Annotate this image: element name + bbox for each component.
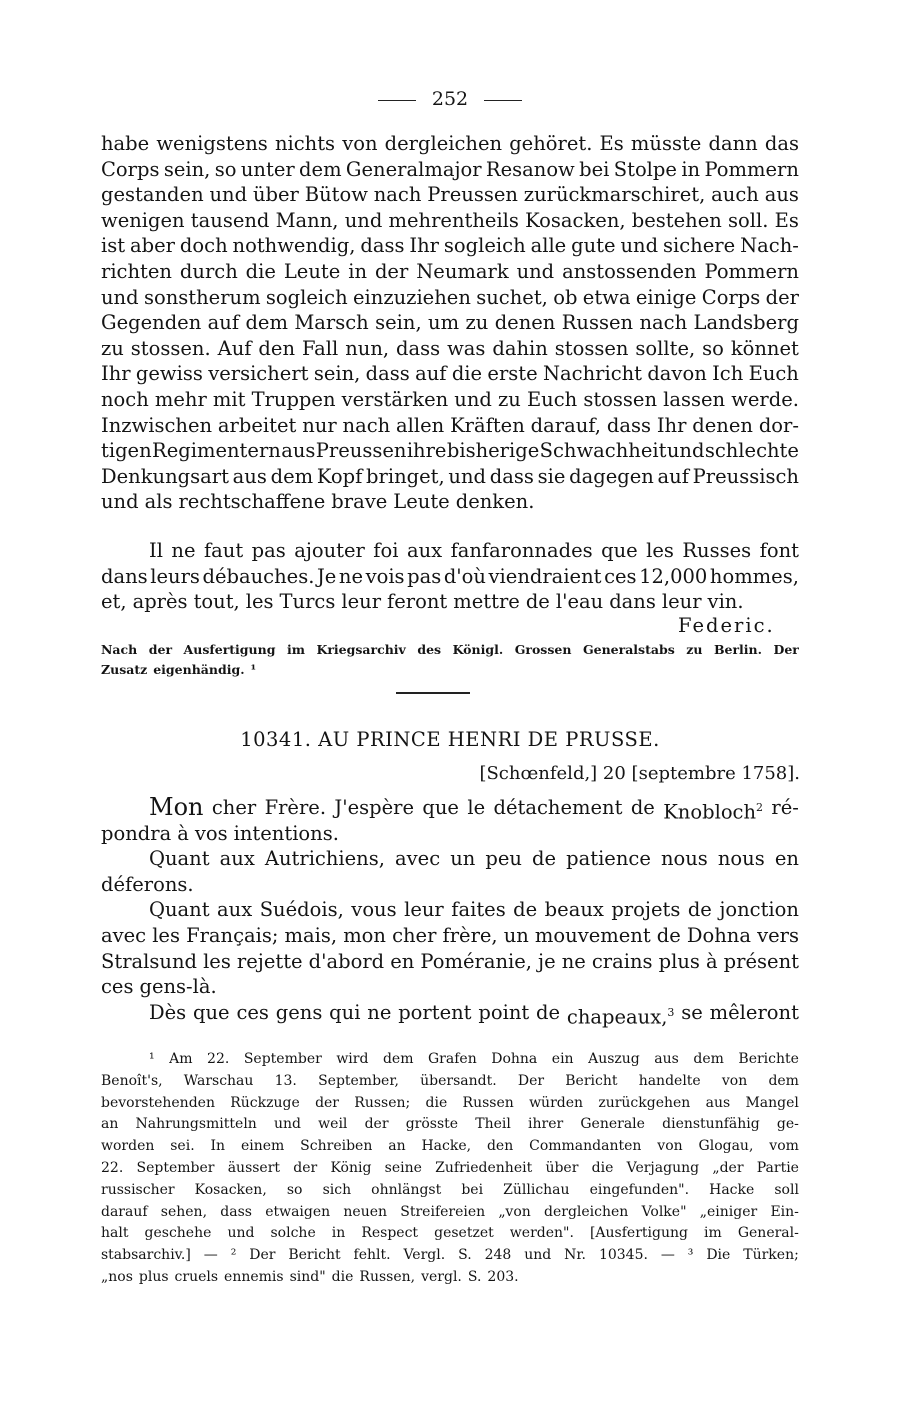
section-separator bbox=[396, 692, 470, 694]
letter-line: und als rechtschaffene brave Leute denken. bbox=[101, 490, 535, 514]
footnote-ref: 3 bbox=[667, 1005, 675, 1019]
footnote-line: russischer Kosacken, so sich ohnlängst bei Züllichau eingefunden". Hacke soll bbox=[101, 1181, 799, 1198]
source-note bbox=[101, 640, 799, 680]
footnote-line: stabsarchiv.] — ² Der Bericht fehlt. Vergl. S. 248 und Nr. 10345. — ³ Die Türken; bbox=[101, 1247, 799, 1264]
footnote-line: halt geschehe und solche in Respect gesetzet werden". [Ausfertigung im General- bbox=[101, 1225, 799, 1242]
footnote-line: bevorstehenden Rückzuge der Russen; die Russen würden zurückgehen aus Mangel bbox=[101, 1094, 799, 1111]
letter-heading: 10341. AU PRINCE HENRI DE PRUSSE. bbox=[240, 728, 660, 751]
letter2-line: Stralsund les rejette d'abord en Poméranie, je ne crains plus à présent bbox=[101, 949, 799, 973]
letter-line: Denkungsart aus dem Kopf bringet, und dass sie dagegen auf Preussisch bbox=[101, 464, 799, 488]
footnote-ref: 2 bbox=[756, 801, 764, 814]
letter2-line: Mon cher Frère. J'espère que le détachement de Knobloch$^2$ ré- bbox=[149, 793, 799, 824]
salutation-initial: Mon bbox=[149, 793, 204, 821]
footnote-line: an Nahrungsmitteln und weil der grösste Theil ihrer Generale dienstunfähig ge- bbox=[101, 1116, 799, 1133]
footnote-line: 22. September äussert der König seine Zufriedenheit über die Verjagung „der Partie bbox=[101, 1159, 799, 1176]
letter2-line: ces gens-là. bbox=[101, 975, 217, 999]
letter2-line: Quant aux Autrichiens, avec un peu de patience nous nous en bbox=[149, 847, 799, 871]
letter-line: Inzwischen arbeitet nur nach allen Kräften darauf, dass Ihr denen dor- bbox=[101, 413, 799, 437]
letter-line: gestanden und über Bütow nach Preussen zurückmarschiret, auch aus bbox=[101, 183, 799, 207]
letter-line: habe wenigstens nichts von dergleichen gehöret. Es müsste dann das bbox=[101, 132, 799, 155]
letter-line: zu stossen. Auf den Fall nun, dass was dahin stossen sollte, so könnet bbox=[101, 336, 799, 360]
footnote-line: ¹ Am 22. September wird dem Grafen Dohna ein Auszug aus dem Berichte bbox=[149, 1051, 799, 1067]
footnote-line: worden sei. In einem Schreiben an Hacke, den Commandanten von Glogau, vom bbox=[101, 1138, 799, 1155]
footnotes bbox=[101, 1049, 799, 1289]
source-note-line: Nach der Ausfertigung im Kriegsarchiv des Königl. Grossen Generalstabs zu Berlin. Der bbox=[101, 642, 799, 657]
letter-line: Corps sein, so unter dem Generalmajor Resanow bei Stolpe in Pommern bbox=[101, 157, 799, 181]
letter2-line: déferons. bbox=[101, 872, 194, 896]
postscript-line: Il ne faut pas ajouter foi aux fanfaronnades que les Russes font bbox=[149, 539, 799, 562]
letter-line: tigen Regimentern aus Preussen ihre bisherige Schwachheit und schlechte bbox=[101, 439, 799, 463]
letter2-body bbox=[101, 793, 799, 1029]
letter-line: ist aber doch nothwendig, dass Ihr sogleich alle gute und sichere Nach- bbox=[101, 234, 799, 258]
signature: Federic. bbox=[678, 614, 775, 637]
header-rule-left bbox=[378, 100, 416, 101]
letter-line: und sonstherum sogleich einzuziehen suchet, ob etwa einige Corps der bbox=[101, 285, 799, 309]
letter2-line: Dès que ces gens qui ne portent point de chapeaux,$^3$ se mêleront bbox=[149, 1000, 799, 1029]
letter2-line: avec les Français; mais, mon cher frère, un mouvement de Dohna vers bbox=[101, 923, 799, 947]
footnote-line: darauf sehen, dass etwaigen neuen Streifereien „von dergleichen Volke" „einiger Ein- bbox=[101, 1203, 799, 1220]
postscript-line: et, après tout, les Turcs leur feront mettre de l'eau dans leur vin. bbox=[101, 590, 744, 614]
footnote-line: „nos plus cruels ennemis sind" die Russen, vergl. S. 203. bbox=[101, 1268, 519, 1285]
letter-line: richten durch die Leute in der Neumark und anstossenden Pommern bbox=[101, 259, 799, 283]
source-note-line: Zusatz eigenhändig. ¹ bbox=[101, 662, 257, 677]
footnote-line: Benoît's, Warschau 13. September, übersandt. Der Bericht handelte von dem bbox=[101, 1072, 799, 1089]
letter-dateline: [Schœnfeld,] 20 [septembre 1758]. bbox=[479, 763, 800, 784]
letter-line: wenigen tausend Mann, und mehrentheils Kosacken, bestehen soll. Es bbox=[101, 208, 799, 232]
page-number: 252 bbox=[431, 88, 469, 110]
letter-line: Ihr gewiss versichert sein, dass auf die erste Nachricht davon Ich Euch bbox=[101, 362, 799, 386]
postscript-line: dans leurs débauches. Je ne vois pas d'où viendraient ces 12,000 hommes, bbox=[101, 564, 799, 588]
postscript-french bbox=[101, 538, 799, 615]
letter-line: noch mehr mit Truppen verstärken und zu Euch stossen lassen werde. bbox=[101, 387, 799, 411]
header-rule-right bbox=[484, 100, 522, 101]
letter-german-body bbox=[101, 131, 799, 515]
page-header bbox=[0, 88, 900, 110]
letter-line: Gegenden auf dem Marsch sein, um zu denen Russen nach Landsberg bbox=[101, 311, 799, 335]
letter2-line: pondra à vos intentions. bbox=[101, 821, 339, 845]
letter2-line: Quant aux Suédois, vous leur faites de beaux projets de jonction bbox=[149, 898, 799, 922]
